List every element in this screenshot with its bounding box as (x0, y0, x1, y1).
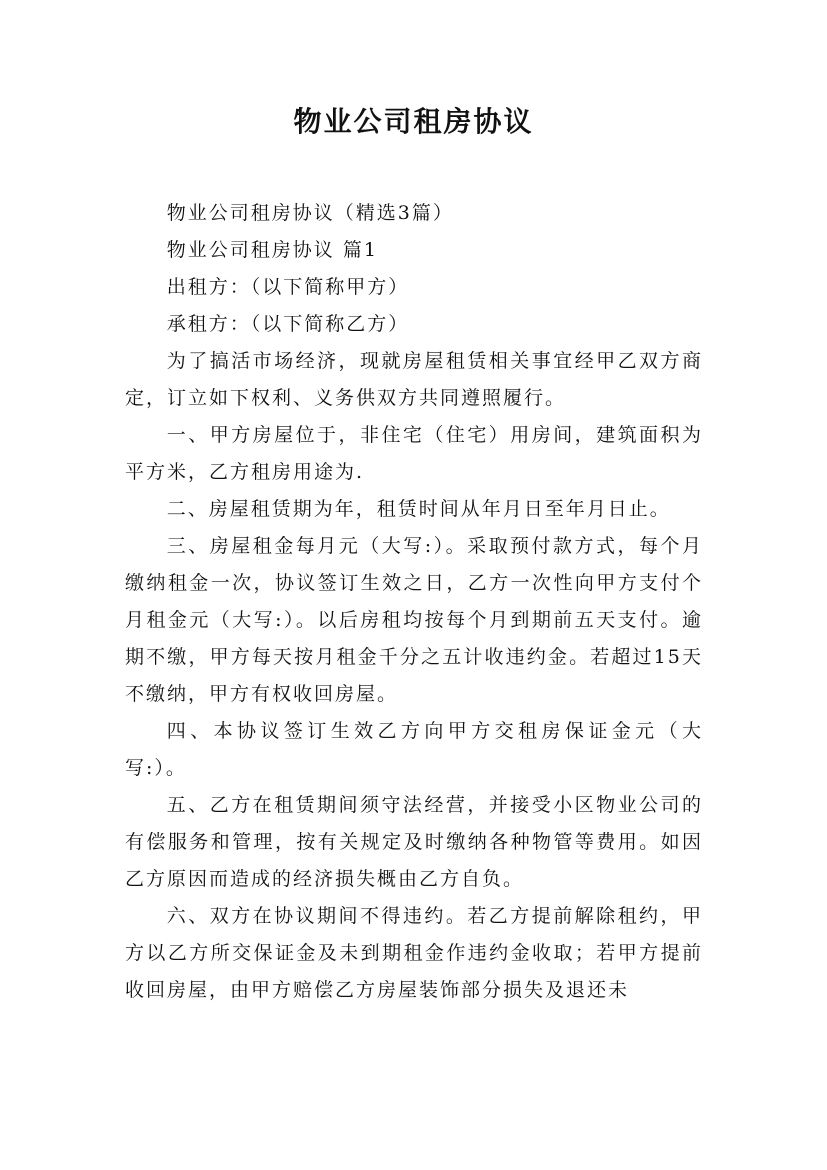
paragraph-clause-6: 六、双方在协议期间不得违约。若乙方提前解除租约，甲方以乙方所交保证金及未到期租金作违约金收取；若甲方提前收回房屋，由甲方赔偿乙方房屋装饰部分损失及退还未 (125, 905, 703, 1001)
document-body (125, 195, 703, 1009)
paragraph-clause-1: 一、甲方房屋位于，非住宅（住宅）用房间，建筑面积为平方米，乙方租房用途为. (125, 424, 703, 483)
paragraph-preamble: 为了搞活市场经济，现就房屋租赁相关事宜经甲乙双方商定，订立如下权利、义务供双方共同遵照履行。 (125, 350, 703, 409)
paragraph-subtitle: 物业公司租房协议（精选3篇） (166, 202, 454, 224)
paragraph-lessor: 出租方：（以下简称甲方） (166, 276, 410, 298)
paragraph-lessee: 承租方：（以下简称乙方） (166, 313, 410, 335)
paragraph-section-heading: 物业公司租房协议 篇1 (166, 239, 378, 261)
document-title: 物业公司租房协议 (293, 105, 534, 138)
paragraph-clause-5: 五、乙方在租赁期间须守法经营，并接受小区物业公司的有偿服务和管理，按有关规定及时缴纳各种物管等费用。如因乙方原因而造成的经济损失概由乙方自负。 (125, 794, 703, 890)
paragraph-clause-4: 四、本协议签订生效乙方向甲方交租房保证金元（大写:）。 (125, 720, 703, 779)
paragraph-clause-2: 二、房屋租赁期为年，租赁时间从年月日至年月日止。 (166, 498, 671, 520)
paragraph-clause-3: 三、房屋租金每月元（大写:）。采取预付款方式，每个月缴纳租金一次，协议签订生效之日，乙方一次性向甲方支付个月租金元（大写:）。以后房租均按每个月到期前五天支付。逾期不缴，甲方每天按月租金千分之五计收违约金。若超过15天不缴纳，甲方有权收回房屋。 (125, 535, 703, 705)
